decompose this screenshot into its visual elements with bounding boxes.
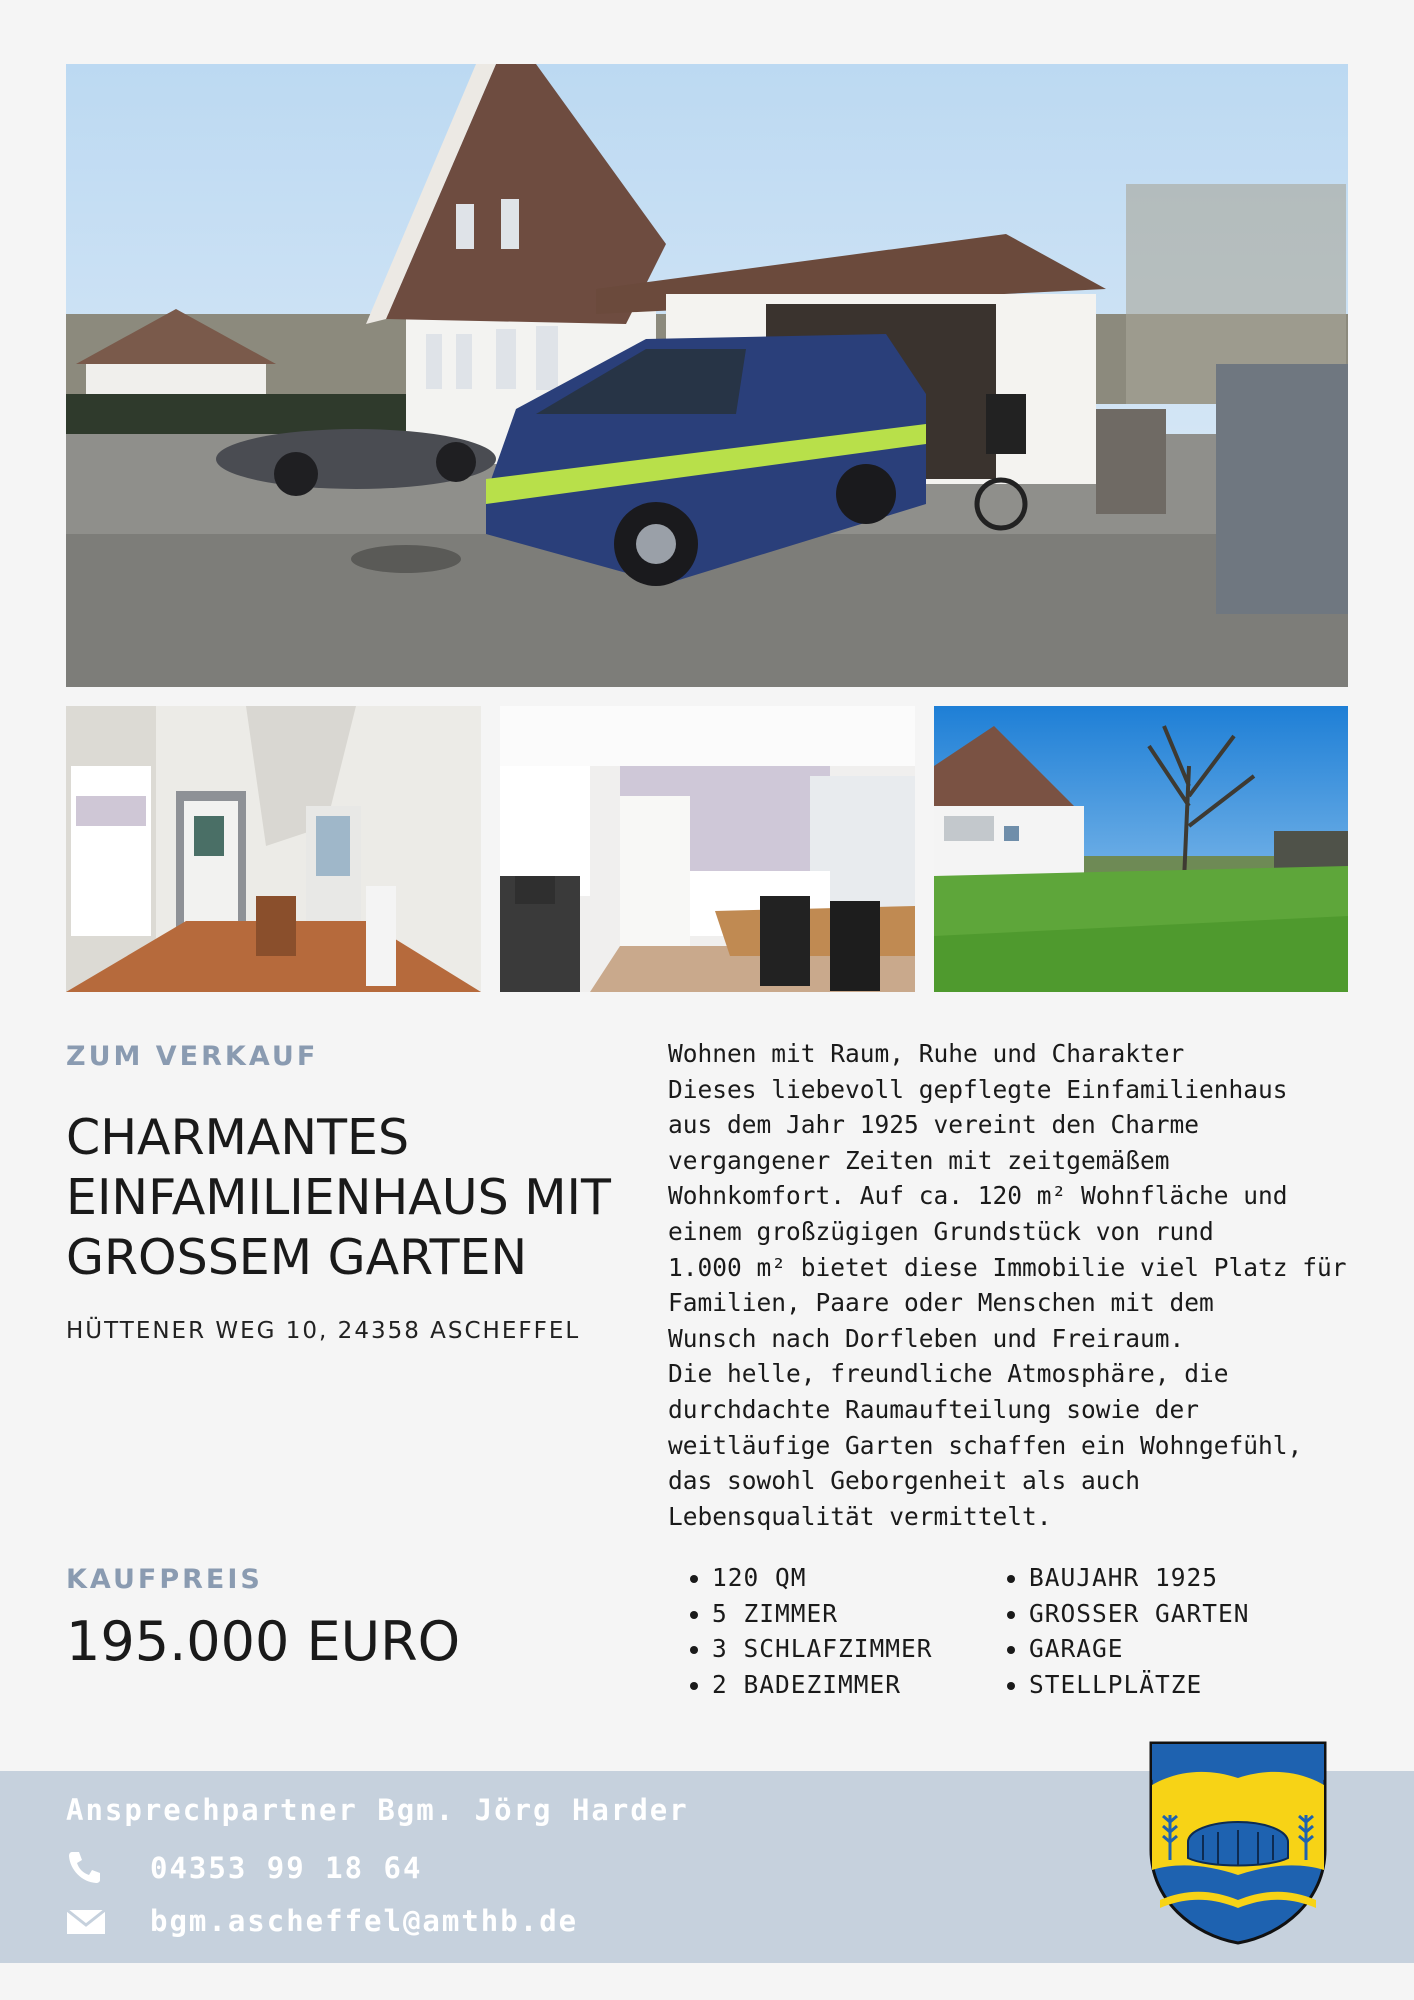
description-line: aus dem Jahr 1925 vereint den Charme [668, 1110, 1200, 1140]
property-description [668, 1036, 1358, 1534]
description-line: weitläufige Garten schaffen ein Wohngefühl, [668, 1430, 1303, 1460]
price-label: KAUFPREIS [66, 1564, 263, 1595]
features-list-left [668, 1560, 933, 1702]
contact-phone[interactable]: 04353 99 18 64 [150, 1851, 423, 1885]
hero-photo [66, 64, 1348, 687]
price-value: 195.000 EURO [66, 1610, 461, 1673]
description-line: Dieses liebevoll gepflegte Einfamilienhaus [668, 1074, 1288, 1104]
feature-item: • 5 ZIMMER [712, 1596, 933, 1632]
garden-photo [934, 706, 1348, 992]
description-line: Die helle, freundliche Atmosphäre, die [668, 1359, 1229, 1389]
contact-title: Ansprechpartner Bgm. Jörg Harder [66, 1793, 689, 1827]
coat-of-arms-logo [1148, 1740, 1328, 1945]
for-sale-label: ZUM VERKAUF [66, 1041, 319, 1072]
feature-item: • GARAGE [1029, 1631, 1250, 1667]
phone-icon [66, 1850, 106, 1884]
feature-item: • BAUJAHR 1925 [1029, 1560, 1250, 1596]
description-line: einem großzügigen Grundstück von rund [668, 1216, 1214, 1246]
description-line: 1.000 m² bietet diese Immobilie viel Platz für [668, 1252, 1347, 1282]
description-line: das sowohl Geborgenheit als auch [668, 1466, 1141, 1496]
property-address: HÜTTENER WEG 10, 24358 ASCHEFFEL [66, 1318, 581, 1344]
features-list-right [985, 1560, 1250, 1702]
feature-item: • 3 SCHLAFZIMMER [712, 1631, 933, 1667]
feature-item: • 2 BADEZIMMER [712, 1667, 933, 1703]
description-line: Wohnen mit Raum, Ruhe und Charakter [668, 1039, 1185, 1068]
description-line: Wunsch nach Dorfleben und Freiraum. [668, 1323, 1185, 1353]
kitchen-photo [500, 706, 915, 992]
page-title: CHARMANTES EINFAMILIENHAUS MIT GROSSEM GARTEN [66, 1109, 611, 1286]
feature-item: • STELLPLÄTZE [1029, 1667, 1250, 1703]
envelope-icon [66, 1904, 106, 1938]
description-line: Lebensqualität vermittelt. [668, 1501, 1052, 1531]
description-line: Wohnkomfort. Auf ca. 120 m² Wohnfläche und [668, 1181, 1288, 1211]
feature-item: • GROSSER GARTEN [1029, 1596, 1250, 1632]
contact-email[interactable]: bgm.ascheffel@amthb.de [150, 1904, 579, 1938]
description-line: Familien, Paare oder Menschen mit dem [668, 1288, 1214, 1318]
feature-item: • 120 QM [712, 1560, 933, 1596]
hallway-photo [66, 706, 481, 992]
description-line: durchdachte Raumaufteilung sowie der [668, 1394, 1200, 1424]
description-line: vergangener Zeiten mit zeitgemäßem [668, 1145, 1170, 1175]
